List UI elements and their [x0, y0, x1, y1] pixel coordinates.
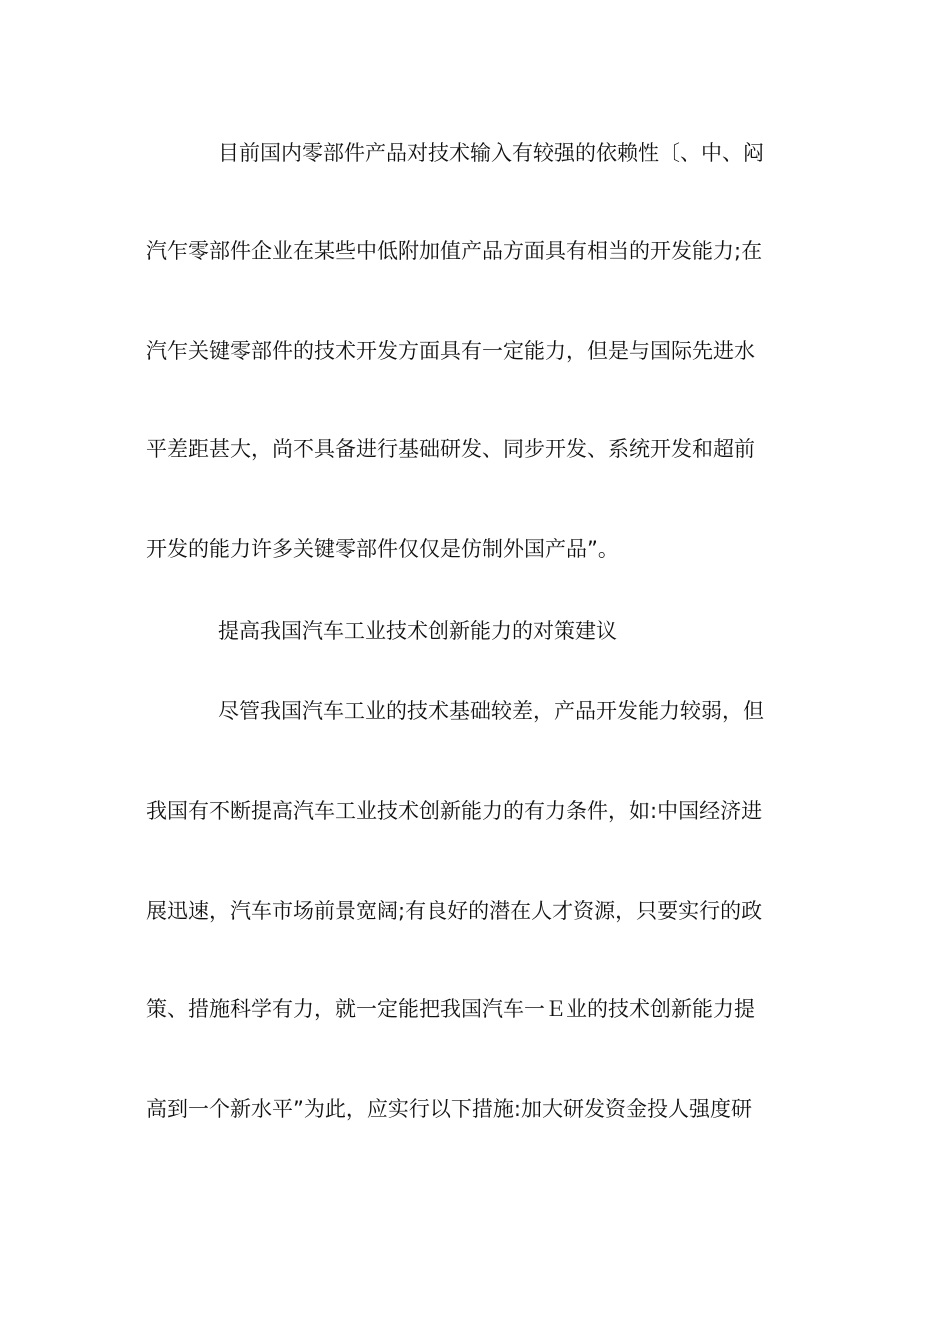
paragraph-2-line-5: 高到一个新水平”为此，应实行以下措施:加大研发资金投人强度研	[146, 1097, 752, 1121]
paragraph-1-line-5: 开发的能力许多关键零部件仅仅是仿制外国产品”。	[146, 537, 619, 561]
paragraph-1-line-1: 目前国内零部件产品对技术输入有较强的依赖性〔、中、闷	[218, 141, 764, 165]
paragraph-2-line-2: 我国有不断提高汽车工业技术创新能力的有力条件，如:中国经济进	[146, 799, 763, 823]
paragraph-1-line-2: 汽乍零部件企业在某些中低附加值产品方面具有相当的开发能力;在	[146, 239, 763, 263]
paragraph-2-line-4: 策、措施科学有力，就一定能把我国汽车一Ｅ业的技术创新能力提	[146, 997, 755, 1021]
paragraph-2-line-3: 展迅速，汽车市场前景宽阔;有良好的潜在人才资源，只要实行的政	[146, 899, 763, 923]
section-heading: 提高我国汽车工业技术创新能力的对策建议	[218, 619, 617, 643]
paragraph-1-line-4: 平差距甚大，尚不具备进行基础研发、同步开发、系统开发和超前	[146, 437, 755, 461]
paragraph-1-line-3: 汽乍关键零部件的技术开发方面具有一定能力，但是与国际先进水	[146, 339, 755, 363]
paragraph-2-line-1: 尽管我国汽车工业的技术基础较差，产品开发能力较弱，但	[218, 699, 764, 723]
